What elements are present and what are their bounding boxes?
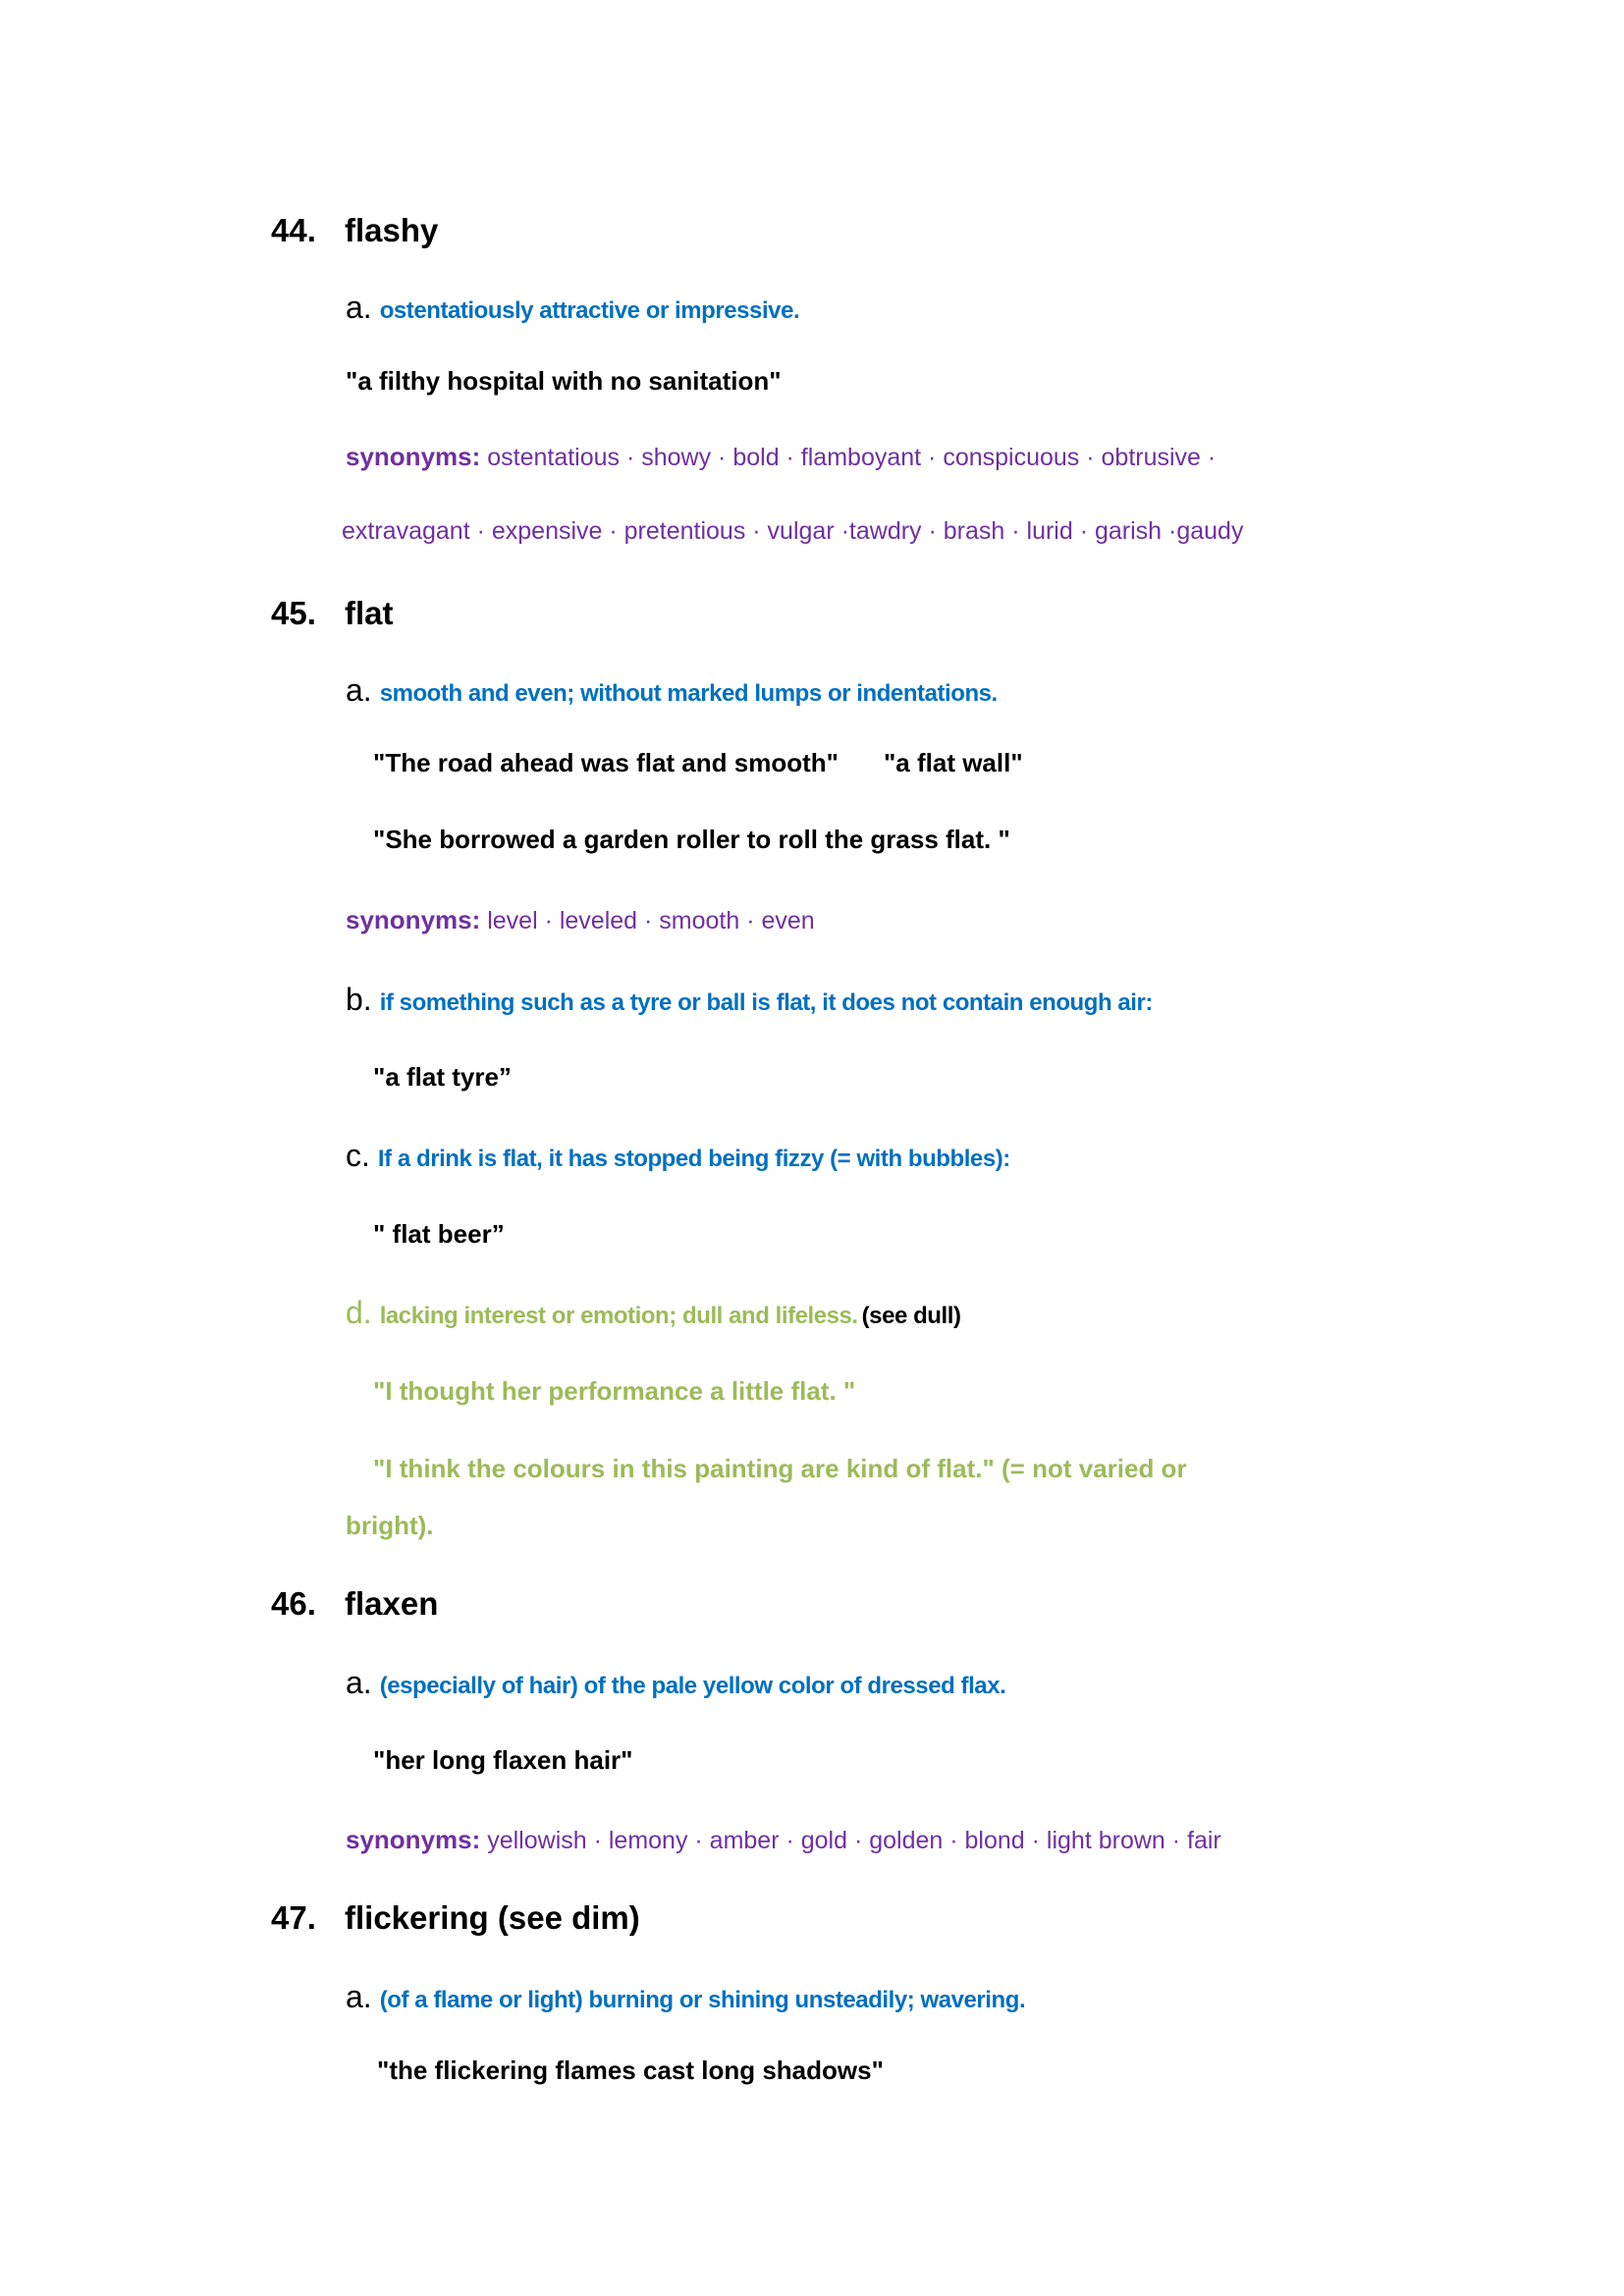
synonyms-list: ostentatious · showy · bold · flamboyant · conspicuous · obtrusive · (487, 444, 1217, 471)
example-sentence: "a flat tyre” (373, 1062, 512, 1092)
synonyms-label: synonyms: (346, 1825, 481, 1854)
example-sentence: "The road ahead was flat and smooth" (373, 748, 839, 777)
example-sentence-continued: bright). (346, 1511, 434, 1540)
entry-number: 47. (271, 1899, 316, 1936)
entry-heading (271, 1901, 640, 1934)
sense-definition-line (346, 1981, 1025, 2012)
sense-definition-line (346, 292, 799, 323)
sense-marker: a. (346, 672, 372, 708)
synonyms-line (346, 1827, 1221, 1853)
sense-definition: If a drink is flat, it has stopped being fizzy (= with bubbles): (377, 1146, 1010, 1172)
sense-marker: a. (346, 290, 372, 325)
synonyms-line (346, 444, 1216, 470)
sense-marker: a. (346, 1979, 372, 2014)
sense-definition: if something such as a tyre or ball is flat, it does not contain enough air: (379, 989, 1153, 1016)
sense-definition: smooth and even; without marked lumps or indentations. (379, 680, 998, 707)
sense-marker: a. (346, 1665, 372, 1700)
example-sentences-line (373, 750, 1023, 775)
sense-definition-line (346, 1297, 961, 1328)
entry-word: flickering (see dim) (345, 1899, 640, 1936)
sense-definition-line (346, 984, 1153, 1015)
example-sentence: "I thought her performance a little flat. " (373, 1376, 856, 1406)
see-also-reference[interactable]: (see dull) (861, 1303, 961, 1329)
sense-marker: c. (346, 1138, 370, 1173)
sense-definition-line (346, 674, 998, 706)
entry-number: 44. (271, 212, 316, 248)
example-sentence: "She borrowed a garden roller to roll the grass flat. " (373, 825, 1010, 854)
entry-word: flashy (345, 212, 439, 248)
example-sentence: "I think the colours in this painting are kind of flat." (= not varied or (373, 1454, 1187, 1483)
synonyms-list: yellowish · lemony · amber · gold · golden · blond · light brown · fair (487, 1827, 1221, 1854)
entry-word: flat (345, 595, 394, 631)
sense-definition: lacking interest or emotion; dull and lifeless. (379, 1303, 858, 1329)
synonyms-label: synonyms: (346, 442, 481, 471)
entry-number: 45. (271, 595, 316, 631)
synonyms-list: level · leveled · smooth · even (487, 907, 815, 934)
example-sentence: " flat beer” (373, 1219, 505, 1249)
sense-definition-line (346, 1140, 1010, 1171)
entry-heading (271, 214, 438, 246)
example-sentence: "the flickering flames cast long shadows" (377, 2056, 884, 2085)
example-sentence: "a flat wall" (883, 748, 1023, 777)
entry-number: 46. (271, 1585, 316, 1622)
sense-marker: b. (346, 982, 372, 1017)
example-sentence: "her long flaxen hair" (373, 1745, 633, 1775)
synonyms-line (346, 907, 815, 934)
sense-definition: ostentatiously attractive or impressive. (379, 297, 800, 324)
sense-definition: (especially of hair) of the pale yellow color of dressed flax. (379, 1673, 1006, 1699)
sense-definition: (of a flame or light) burning or shining unsteadily; wavering. (379, 1987, 1026, 2013)
sense-marker: d. (346, 1295, 372, 1330)
sense-definition-line (346, 1667, 1005, 1698)
entry-word: flaxen (345, 1585, 439, 1622)
entry-heading (271, 597, 394, 629)
example-sentence: "a filthy hospital with no sanitation" (346, 366, 782, 396)
synonyms-label: synonyms: (346, 905, 481, 934)
entry-heading (271, 1587, 438, 1620)
synonyms-list-continued: extravagant · expensive · pretentious · vulgar ·tawdry · brash · lurid · garish ·gaudy (342, 517, 1244, 545)
